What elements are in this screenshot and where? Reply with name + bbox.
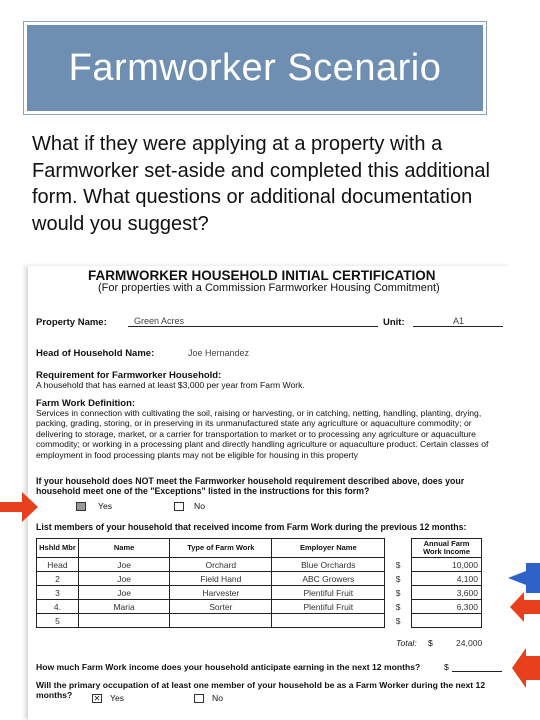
form-subtitle: (For properties with a Commission Farmworker Housing Commitment): [98, 282, 440, 294]
primary-yes-label: Yes: [110, 693, 125, 703]
exceptions-yes-label: Yes: [98, 501, 113, 511]
property-name-line: [128, 326, 378, 327]
cell-income: 6,300: [412, 600, 482, 614]
blue-arrow-right-shape: [508, 563, 540, 593]
primary-occupation-question: Will the primary occupation of at least one member of your household be as a Farm Worker during the next 12 months?: [36, 680, 486, 700]
red-arrow-right-icon-1: [510, 592, 540, 622]
cell-member: 2: [37, 572, 79, 586]
table-row: [37, 600, 482, 614]
cell-income: 4,100: [412, 572, 482, 586]
red-arrow-right-icon-2: [512, 648, 540, 688]
total-value: 24,000: [456, 638, 483, 648]
head-of-household-value: Joe Hernandez: [188, 348, 250, 358]
cell-currency: $: [395, 615, 401, 626]
cell-employer: Plentiful Fruit: [272, 586, 385, 600]
requirement-text: A household that has earned at least $3,000 per year from Farm Work.: [36, 380, 305, 390]
unit-line: [413, 326, 503, 327]
unit-value: A1: [453, 316, 465, 326]
property-name-value: Green Acres: [134, 316, 185, 326]
cell-income: 10,000: [412, 558, 482, 572]
col-header-member: Hshld Mbr: [37, 539, 79, 558]
anticipate-question: How much Farm Work income does your household anticipate earning in the next 12 months?: [36, 662, 421, 672]
exceptions-yes-checkbox[interactable]: [76, 502, 86, 511]
col-header-income: Annual Farm Work Income: [412, 539, 482, 558]
farmworker-form-image: [28, 266, 510, 720]
head-of-household-label: Head of Household Name:: [36, 348, 155, 359]
primary-no-label: No: [212, 693, 223, 703]
unit-label: Unit:: [383, 317, 405, 328]
cell-income: 3,600: [412, 586, 482, 600]
cell-currency: $: [395, 559, 401, 570]
red-arrow-left-shape: [0, 492, 38, 522]
cell-employer: Blue Orchards: [272, 558, 385, 572]
cell-currency: $: [395, 601, 401, 612]
property-name-label: Property Name:: [36, 317, 107, 328]
exceptions-no-label: No: [194, 501, 205, 511]
farm-income-table: [36, 538, 482, 628]
form-title: FARMWORKER HOUSEHOLD INITIAL CERTIFICATION: [88, 268, 436, 283]
table-row: [37, 572, 482, 586]
primary-yes-checkbox[interactable]: ✕: [93, 694, 101, 703]
cell-member: 4.: [37, 600, 79, 614]
col-header-currency: [385, 539, 412, 558]
col-header-name: Name: [78, 539, 169, 558]
exceptions-no-checkbox[interactable]: [174, 502, 184, 511]
cell-currency: $: [395, 573, 401, 584]
table-header-row: [37, 539, 482, 558]
cell-type: Field Hand: [170, 572, 272, 586]
cell-income: [412, 614, 482, 628]
cell-type: [170, 614, 272, 628]
table-row: [37, 586, 482, 600]
cell-employer: [272, 614, 385, 628]
definition-text: Services in connection with cultivating the soil, raising or harvesting, or in catching, netting, handling, planting, drying, packing, grading, storing, or in preserving in its unmanufactured state any agriculture or aquaculture commodity; or delivering to storage, market, or a carrier for transportation to market or to processing any agriculture or aquaculture commodity; or working in a processing plant and directly handling agriculture or aquaculture product. Certain classes of employment in food processing plants may not be eligible for housing in this property: [36, 408, 489, 460]
anticipate-line: [452, 671, 502, 672]
primary-no-checkbox[interactable]: [194, 694, 204, 703]
requirement-label: Requirement for Farmworker Household:: [36, 370, 222, 381]
cell-type: Harvester: [170, 586, 272, 600]
list-members-label: List members of your household that received income from Farm Work during the previous 12 months:: [36, 522, 467, 532]
anticipate-currency: $: [444, 662, 449, 672]
table-row: [37, 614, 482, 628]
cell-employer: Plentiful Fruit: [272, 600, 385, 614]
cell-name: Maria: [78, 600, 169, 614]
cell-member: Head: [37, 558, 79, 572]
blue-arrow-right-icon: [508, 563, 540, 593]
total-currency: $: [428, 638, 433, 648]
cell-member: 5: [37, 614, 79, 628]
col-header-type: Type of Farm Work: [170, 539, 272, 558]
definition-label: Farm Work Definition:: [36, 398, 136, 409]
cell-type: Orchard: [170, 558, 272, 572]
total-label: Total:: [396, 638, 417, 648]
cell-name: [78, 614, 169, 628]
red-arrow-right-shape-2: [512, 648, 540, 688]
cell-name: Joe: [78, 572, 169, 586]
slide-body-text: What if they were applying at a property with a Farmworker set-aside and completed this additional form. What questions or additional documentation would you suggest?: [32, 133, 490, 235]
red-arrow-right-shape-1: [510, 592, 540, 622]
col-header-employer: Employer Name: [272, 539, 385, 558]
slide-title-box: [24, 22, 486, 114]
cell-member: 3: [37, 586, 79, 600]
slide-title: Farmworker Scenario: [68, 47, 442, 89]
cell-type: Sorter: [170, 600, 272, 614]
cell-name: Joe: [78, 558, 169, 572]
exceptions-question: If your household does NOT meet the Farmworker household requirement described above, does your household meet one of the "Exceptions" listed in the instructions for this form?: [36, 476, 465, 496]
cell-name: Joe: [78, 586, 169, 600]
cell-currency: $: [395, 587, 401, 598]
cell-employer: ABC Growers: [272, 572, 385, 586]
table-row: [37, 558, 482, 572]
red-arrow-left-icon: [0, 492, 38, 522]
